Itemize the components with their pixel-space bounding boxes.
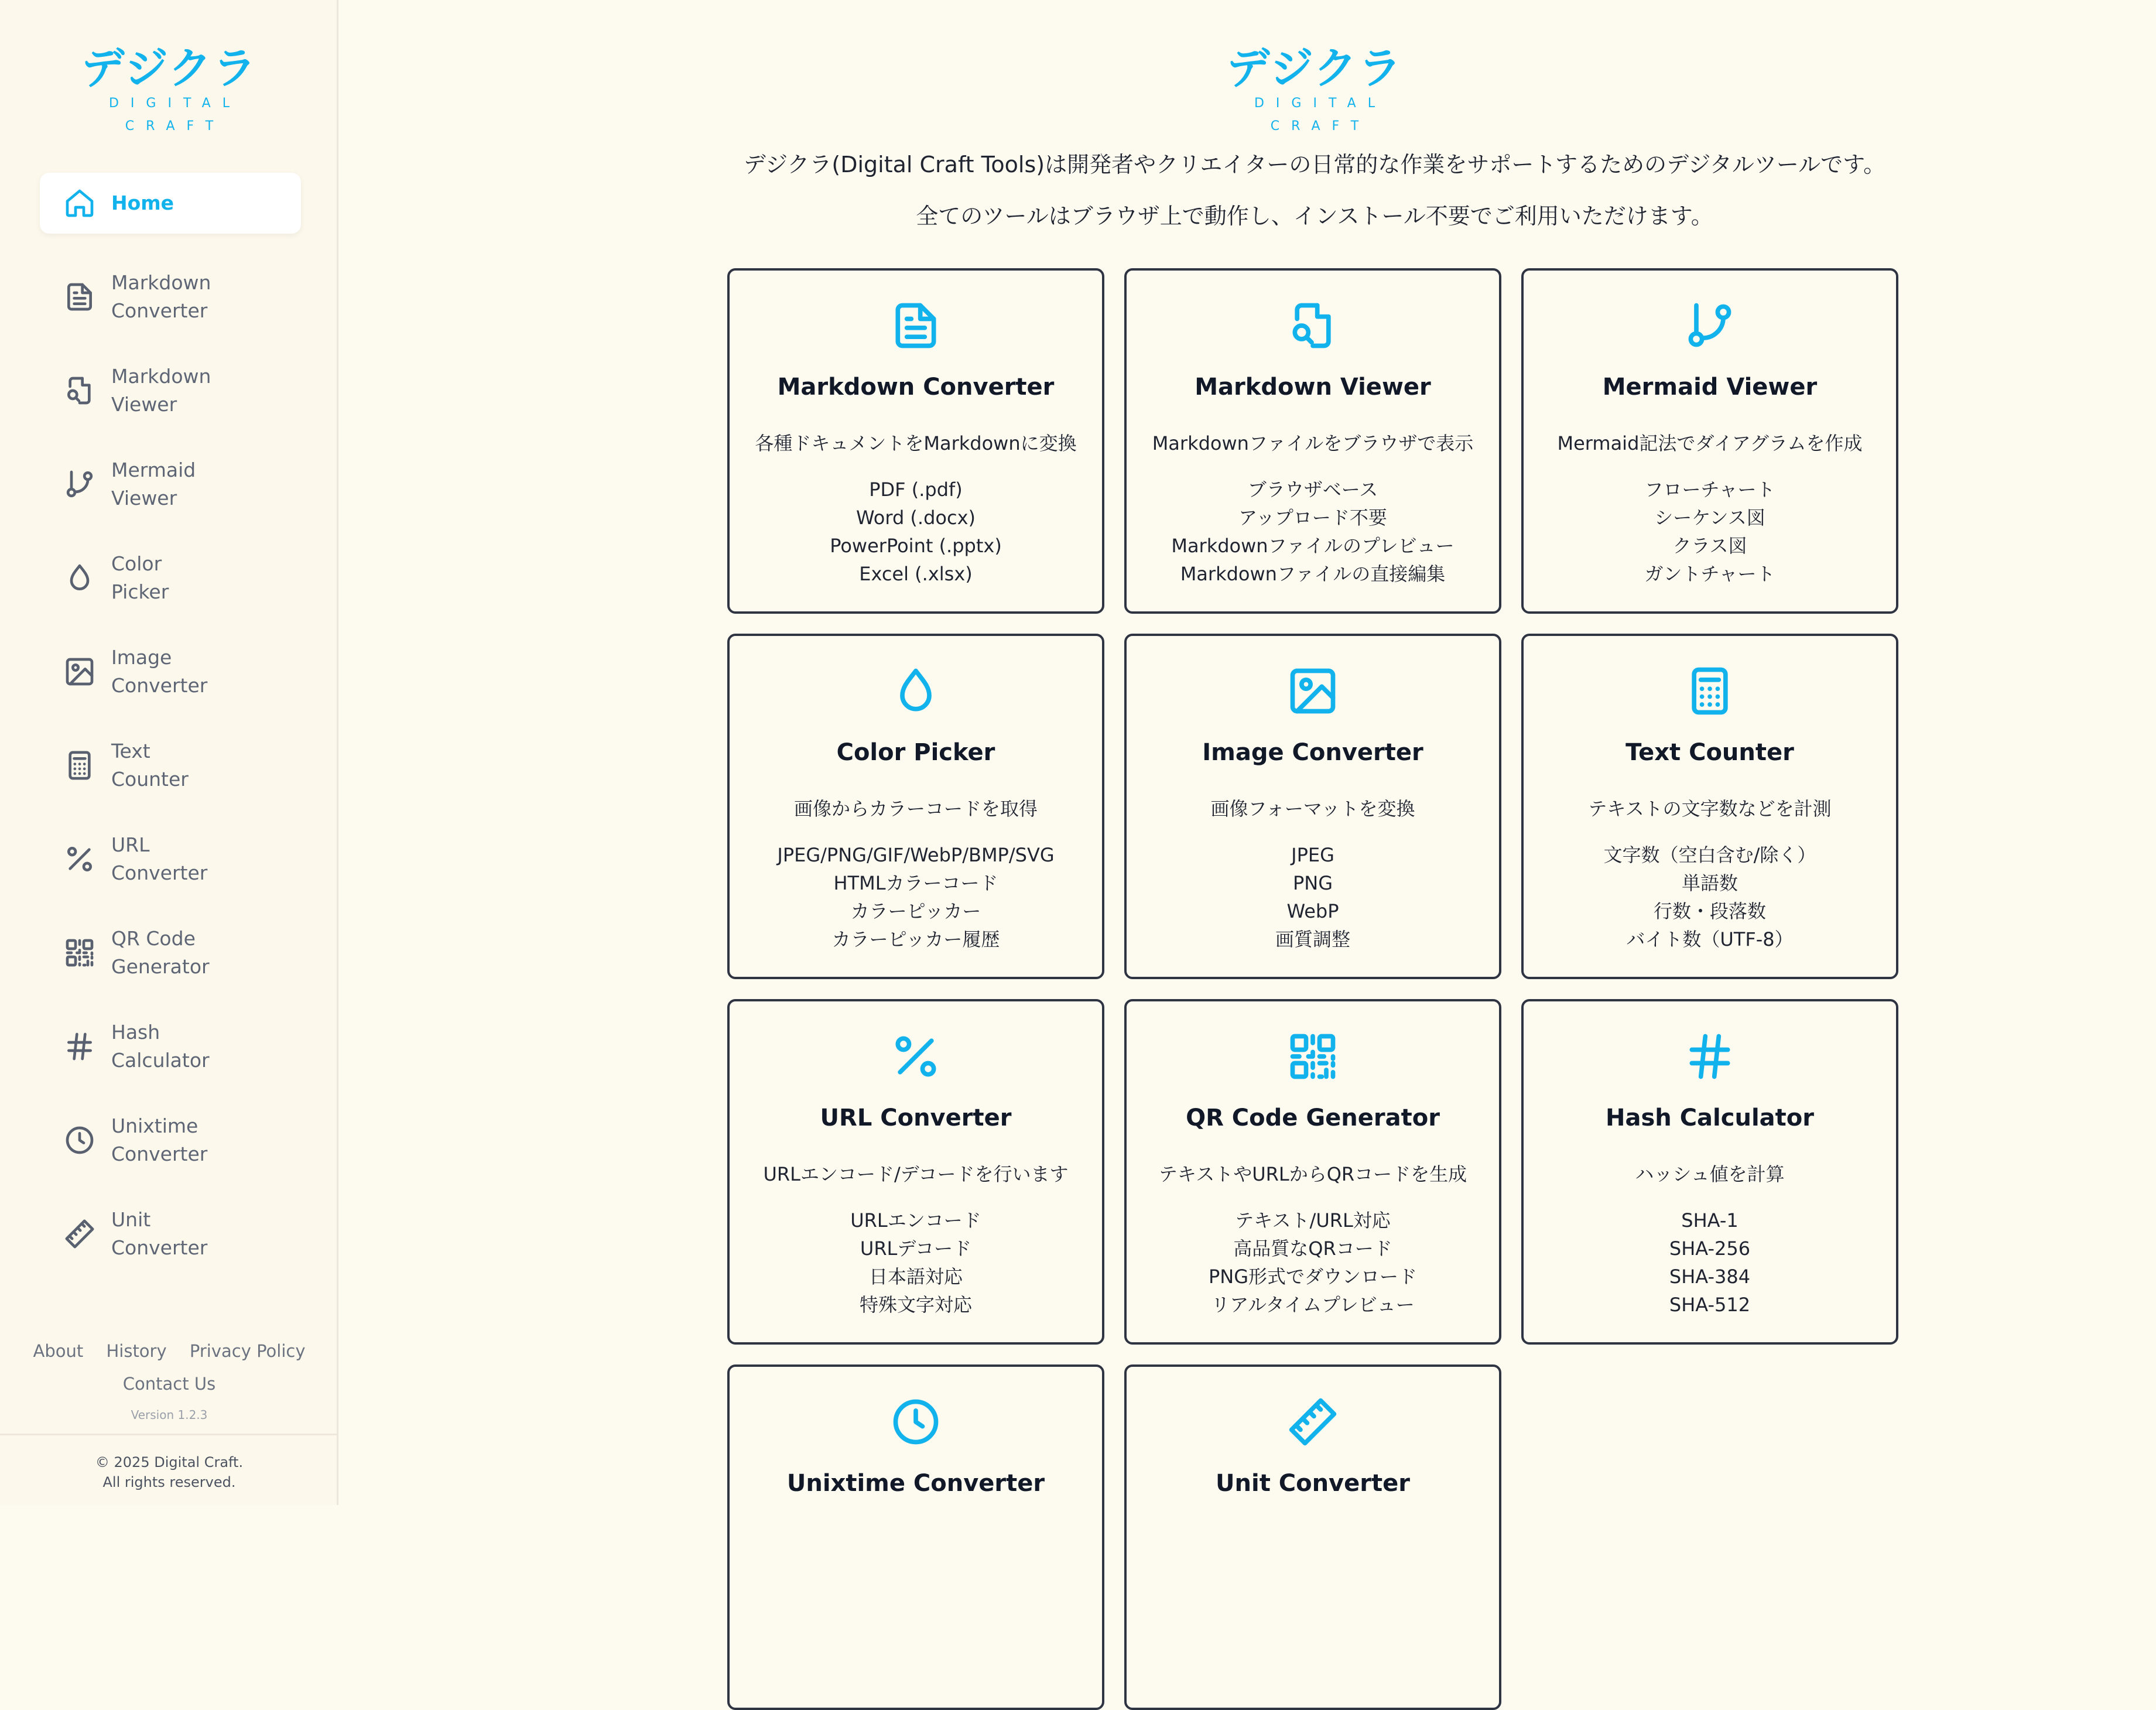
card-feature: ブラウザベース bbox=[1247, 478, 1378, 501]
file-search-icon bbox=[63, 374, 96, 407]
card-feature: Word (.docx) bbox=[856, 507, 976, 529]
card-feature: バイト数（UTF-8） bbox=[1626, 928, 1794, 950]
tool-card-color-picker[interactable] bbox=[727, 634, 1104, 979]
sidebar-item-label bbox=[111, 1018, 246, 1075]
card-feature: カラーピッカー履歴 bbox=[831, 928, 1000, 950]
card-title: QR Code Generator bbox=[1186, 1104, 1440, 1131]
sidebar-item-label-line-1: Unixtime bbox=[111, 1114, 199, 1137]
qr-code-icon bbox=[63, 936, 96, 969]
card-feature: Markdownファイルの直接編集 bbox=[1180, 563, 1446, 585]
sidebar-item-label bbox=[111, 737, 246, 794]
intro-text-2: 全てのツールはブラウザ上で動作し、インストール不要でご利用いただけます。 bbox=[916, 203, 1713, 229]
sidebar-item-label-line-2: Converter bbox=[111, 299, 208, 322]
sidebar-item-label-line-2: Viewer bbox=[111, 393, 177, 416]
card-feature: リアルタイムプレビュー bbox=[1211, 1294, 1415, 1316]
card-feature: SHA-512 bbox=[1669, 1294, 1751, 1316]
document-icon bbox=[889, 299, 943, 353]
sidebar-item-label-line-1: Home bbox=[111, 191, 174, 214]
version-label: Version 1.2.3 bbox=[131, 1408, 208, 1422]
calculator-icon bbox=[63, 749, 96, 782]
tool-card-markdown-viewer[interactable] bbox=[1124, 268, 1501, 614]
copyright-line-2: All rights reserved. bbox=[102, 1474, 236, 1490]
clock-icon bbox=[63, 1124, 96, 1157]
card-description: 各種ドキュメントをMarkdownに変換 bbox=[755, 432, 1077, 454]
card-title: Text Counter bbox=[1625, 739, 1794, 766]
main-logo-text: デジクラ bbox=[1226, 43, 1403, 94]
sidebar-item-url-converter[interactable] bbox=[40, 829, 301, 890]
card-description: Markdownファイルをブラウザで表示 bbox=[1152, 432, 1474, 454]
git-branch-icon bbox=[63, 468, 96, 501]
card-feature: URLエンコード bbox=[850, 1209, 981, 1232]
sidebar-item-label bbox=[111, 550, 246, 606]
card-feature: SHA-384 bbox=[1669, 1266, 1751, 1288]
card-title: Hash Calculator bbox=[1606, 1104, 1814, 1131]
about-link[interactable]: About bbox=[33, 1341, 84, 1361]
sidebar-item-label-line-2: Picker bbox=[111, 580, 169, 603]
card-feature: JPEG/PNG/GIF/WebP/BMP/SVG bbox=[777, 844, 1055, 866]
clock-icon bbox=[889, 1395, 943, 1449]
card-feature: URLデコード bbox=[860, 1237, 972, 1260]
card-title: Unit Converter bbox=[1216, 1470, 1410, 1497]
sidebar-item-label bbox=[111, 925, 246, 981]
card-feature: WebP bbox=[1286, 900, 1339, 922]
card-description: 画像フォーマットを変換 bbox=[1210, 798, 1415, 820]
card-feature: 単語数 bbox=[1681, 872, 1738, 894]
privacy-policy-link[interactable]: Privacy Policy bbox=[189, 1341, 306, 1361]
card-feature: PNG bbox=[1292, 872, 1333, 894]
sidebar-item-label bbox=[111, 1206, 246, 1262]
sidebar bbox=[0, 0, 338, 1505]
sidebar-item-unit-converter[interactable] bbox=[40, 1203, 301, 1264]
card-feature: ガントチャート bbox=[1644, 563, 1775, 585]
card-feature-list bbox=[1127, 841, 1499, 953]
sidebar-item-label-line-1: Hash bbox=[111, 1021, 160, 1044]
card-feature: アップロード不要 bbox=[1238, 507, 1387, 529]
sidebar-item-mermaid-viewer[interactable] bbox=[40, 454, 301, 515]
card-description: テキストの文字数などを計測 bbox=[1588, 798, 1832, 820]
main-logo-subtitle-digital: DIGITAL bbox=[1254, 96, 1387, 111]
tool-card-unixtime-converter[interactable] bbox=[727, 1364, 1104, 1710]
hash-icon bbox=[63, 1030, 96, 1063]
card-feature: フローチャート bbox=[1644, 478, 1775, 501]
tool-card-text-counter[interactable] bbox=[1521, 634, 1898, 979]
sidebar-item-label bbox=[111, 456, 246, 512]
git-branch-icon bbox=[1683, 299, 1737, 353]
copyright bbox=[0, 1452, 338, 1492]
percent-icon bbox=[889, 1030, 943, 1083]
card-feature: SHA-256 bbox=[1669, 1237, 1751, 1260]
card-description: ハッシュ値を計算 bbox=[1635, 1163, 1785, 1185]
sidebar-item-label bbox=[111, 644, 246, 700]
sidebar-item-label-line-2: Converter bbox=[111, 674, 208, 697]
tool-card-qr-code-generator[interactable] bbox=[1124, 999, 1501, 1345]
card-feature: 行数・段落数 bbox=[1653, 900, 1766, 922]
sidebar-item-label-line-1: Text bbox=[111, 740, 150, 762]
home-icon bbox=[63, 187, 96, 220]
card-description: Mermaid記法でダイアグラムを作成 bbox=[1557, 432, 1863, 454]
card-feature: HTMLカラーコード bbox=[833, 872, 998, 894]
card-feature: Excel (.xlsx) bbox=[859, 563, 973, 585]
sidebar-item-unixtime-converter[interactable] bbox=[40, 1110, 301, 1171]
card-title: Image Converter bbox=[1202, 739, 1423, 766]
card-feature: 特殊文字対応 bbox=[859, 1294, 972, 1316]
card-feature-list bbox=[1524, 1206, 1896, 1319]
card-feature-list bbox=[1524, 841, 1896, 953]
sidebar-item-label-line-1: QR Code bbox=[111, 927, 196, 950]
card-feature: カラーピッカー bbox=[850, 900, 981, 922]
card-feature: 文字数（空白含む/除く） bbox=[1603, 844, 1816, 866]
card-feature-list bbox=[730, 1206, 1102, 1319]
tool-card-mermaid-viewer[interactable] bbox=[1521, 268, 1898, 614]
logo-subtitle-digital: DIGITAL bbox=[108, 96, 241, 111]
intro-text-1: デジクラ(Digital Craft Tools)は開発者やクリエイターの日常的な作業をサポートするためのデジタルツールです。 bbox=[743, 152, 1886, 177]
card-feature: JPEG bbox=[1291, 844, 1334, 866]
sidebar-item-label bbox=[111, 189, 246, 217]
footer-links bbox=[0, 1341, 338, 1361]
card-feature: Markdownファイルのプレビュー bbox=[1171, 535, 1455, 557]
logo-text: デジクラ bbox=[81, 43, 258, 94]
card-feature: 日本語対応 bbox=[868, 1266, 963, 1288]
card-feature: PowerPoint (.pptx) bbox=[830, 535, 1002, 557]
image-icon bbox=[1286, 664, 1340, 718]
main-logo bbox=[1142, 43, 1487, 136]
card-feature: 画質調整 bbox=[1275, 928, 1350, 950]
card-description: 画像からカラーコードを取得 bbox=[793, 798, 1038, 820]
tool-card-url-converter[interactable] bbox=[727, 999, 1104, 1345]
sidebar-item-markdown-converter[interactable] bbox=[40, 266, 301, 327]
tool-card-image-converter[interactable] bbox=[1124, 634, 1501, 979]
footer-divider bbox=[0, 1434, 338, 1435]
card-feature-list bbox=[730, 476, 1102, 588]
sidebar-item-home[interactable] bbox=[40, 173, 301, 234]
contact-us-link[interactable]: Contact Us bbox=[122, 1374, 216, 1394]
sidebar-item-label bbox=[111, 831, 246, 887]
card-title: Unixtime Converter bbox=[786, 1470, 1045, 1497]
history-link[interactable]: History bbox=[106, 1341, 167, 1361]
sidebar-logo[interactable] bbox=[0, 43, 338, 136]
card-feature: PNG形式でダウンロード bbox=[1208, 1266, 1418, 1288]
droplet-icon bbox=[889, 664, 943, 718]
card-feature: クラス図 bbox=[1672, 535, 1747, 557]
calculator-icon bbox=[1683, 664, 1737, 718]
card-feature-list bbox=[1127, 476, 1499, 588]
sidebar-item-image-converter[interactable] bbox=[40, 641, 301, 702]
sidebar-item-label-line-1: Markdown bbox=[111, 271, 211, 294]
sidebar-item-label bbox=[111, 1112, 246, 1168]
hash-icon bbox=[1683, 1030, 1737, 1083]
card-feature: テキスト/URL対応 bbox=[1235, 1209, 1391, 1232]
sidebar-item-label-line-2: Converter bbox=[111, 861, 208, 884]
sidebar-item-label-line-2: Calculator bbox=[111, 1049, 210, 1072]
ruler-icon bbox=[63, 1217, 96, 1250]
file-search-icon bbox=[1286, 299, 1340, 353]
card-title: URL Converter bbox=[820, 1104, 1012, 1131]
sidebar-item-hash-calculator[interactable] bbox=[40, 1016, 301, 1077]
sidebar-item-label bbox=[111, 269, 246, 325]
card-feature: PDF (.pdf) bbox=[869, 478, 963, 501]
card-feature-list bbox=[1524, 476, 1896, 588]
sidebar-item-label-line-2: Converter bbox=[111, 1143, 208, 1165]
sidebar-item-label-line-1: Image bbox=[111, 646, 172, 669]
sidebar-item-qr-code-generator[interactable] bbox=[40, 922, 301, 983]
card-feature: シーケンス図 bbox=[1654, 507, 1765, 529]
main-logo-subtitle-craft: CRAFT bbox=[1270, 119, 1371, 134]
tool-card-hash-calculator[interactable] bbox=[1521, 999, 1898, 1345]
card-description: テキストやURLからQRコードを生成 bbox=[1158, 1163, 1467, 1185]
card-description: URLエンコード/デコードを行います bbox=[763, 1163, 1069, 1185]
sidebar-item-label-line-2: Counter bbox=[111, 768, 189, 791]
logo-subtitle-craft: CRAFT bbox=[125, 119, 225, 134]
card-title: Markdown Viewer bbox=[1195, 374, 1431, 401]
qr-code-icon bbox=[1286, 1030, 1340, 1083]
sidebar-item-label-line-1: Mermaid bbox=[111, 459, 196, 481]
sidebar-item-markdown-viewer[interactable] bbox=[40, 360, 301, 421]
card-title: Color Picker bbox=[836, 739, 995, 766]
sidebar-item-label-line-1: Unit bbox=[111, 1208, 151, 1231]
card-feature: 高品質なQRコード bbox=[1233, 1237, 1392, 1260]
card-feature-list bbox=[1127, 1206, 1499, 1319]
ruler-icon bbox=[1286, 1395, 1340, 1449]
sidebar-item-color-picker[interactable] bbox=[40, 548, 301, 608]
percent-icon bbox=[63, 843, 96, 875]
sidebar-item-label-line-1: Color bbox=[111, 552, 162, 575]
card-title: Mermaid Viewer bbox=[1602, 374, 1818, 401]
copyright-line-1: © 2025 Digital Craft. bbox=[95, 1454, 244, 1470]
sidebar-item-label-line-1: Markdown bbox=[111, 365, 211, 388]
sidebar-item-label bbox=[111, 362, 246, 419]
card-feature-list bbox=[730, 841, 1102, 953]
card-title: Markdown Converter bbox=[777, 374, 1055, 401]
sidebar-item-label-line-2: Converter bbox=[111, 1236, 208, 1259]
image-icon bbox=[63, 655, 96, 688]
document-icon bbox=[63, 281, 96, 313]
tool-card-markdown-converter[interactable] bbox=[727, 268, 1104, 614]
droplet-icon bbox=[63, 562, 96, 594]
sidebar-item-label-line-2: Generator bbox=[111, 955, 210, 978]
sidebar-item-text-counter[interactable] bbox=[40, 735, 301, 796]
card-feature: SHA-1 bbox=[1681, 1209, 1739, 1232]
sidebar-item-label-line-1: URL bbox=[111, 833, 150, 856]
sidebar-item-label-line-2: Viewer bbox=[111, 487, 177, 509]
tool-card-unit-converter[interactable] bbox=[1124, 1364, 1501, 1710]
